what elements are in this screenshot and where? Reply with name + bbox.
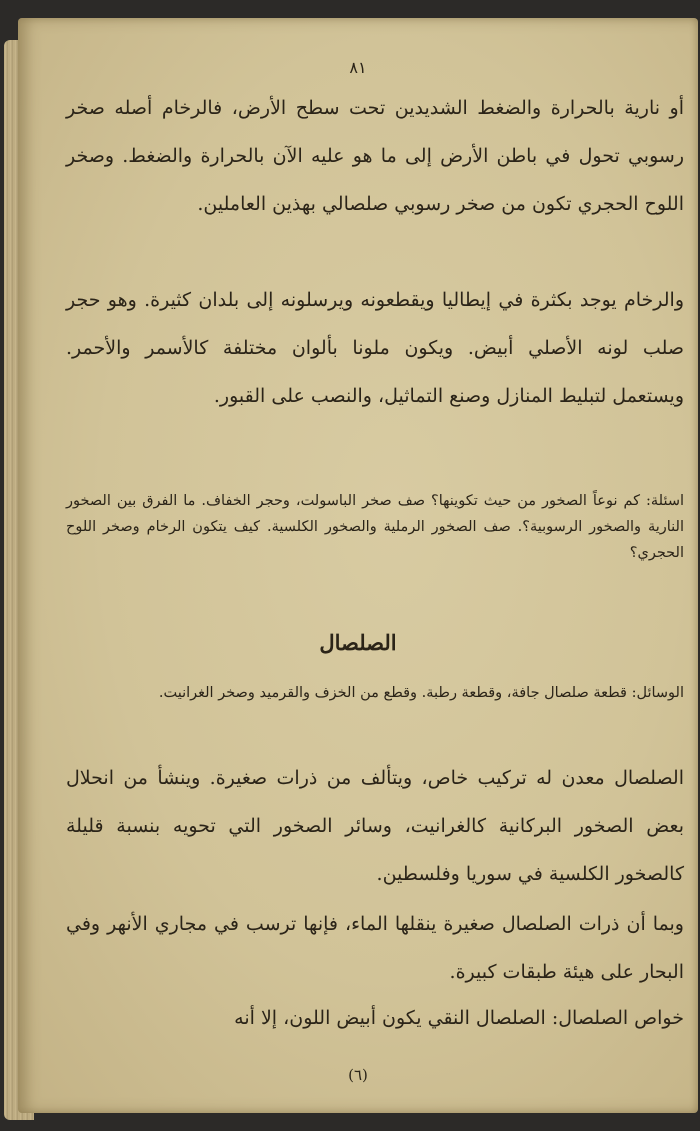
materials-block: الوسائل: قطعة صلصال جافة، وقطعة رطبة. وقطع من الخزف والقرميد وصخر الغرانيت. (158, 685, 684, 701)
questions-block: اسئلة: كم نوعاً الصخور من حيث تكوينها؟ صف صخر الباسولت، وحجر الخفاف. ما الفرق بين الصخور النارية والصخور الرسوبية؟. صف الصخور الرملية والصخور الكلسية. كيف يتكون الرخام وصخر اللوح الحجري؟ (66, 493, 684, 561)
paragraph-1: أو نارية بالحرارة والضغط الشديدين تحت سطح الأرض، فالرخام أصله صخر رسوبي تحول في باطن الأرض إلى ما هو عليه الآن بالحرارة والضغط. وصخر اللوح الحجري تكون من صخر رسوبي صلصالي بهذين العاملين. (66, 97, 684, 215)
book-page (18, 18, 698, 1113)
page-footer-number: (٦) (348, 1066, 368, 1084)
section-title: الصلصال (319, 630, 397, 655)
page-number-top: ٨١ (349, 58, 367, 77)
paragraph-5: خواص الصلصال: الصلصال النقي يكون أبيض اللون، إلا أنه (234, 1007, 684, 1029)
paragraph-2: والرخام يوجد بكثرة في إيطاليا ويقطعونه ويرسلونه إلى بلدان كثيرة. وهو حجر صلب لونه الأصلي أبيض. ويكون ملونا بألوان مختلفة كالأسمر والأحمر. ويستعمل لتبليط المنازل وصنع التماثيل، والنصب على القبور. (66, 289, 684, 407)
paragraph-3: الصلصال معدن له تركيب خاص، ويتألف من ذرات صغيرة. وينشأ من انحلال بعض الصخور البركانية كالغرانيت، وسائر الصخور التي تحويه بنسبة قليلة كالصخور الكلسية في سوريا وفلسطين. (66, 767, 684, 885)
paragraph-4: وبما أن ذرات الصلصال صغيرة ينقلها الماء، فإنها ترسب في مجاري الأنهر وفي البحار على هيئة طبقات كبيرة. (66, 913, 684, 983)
